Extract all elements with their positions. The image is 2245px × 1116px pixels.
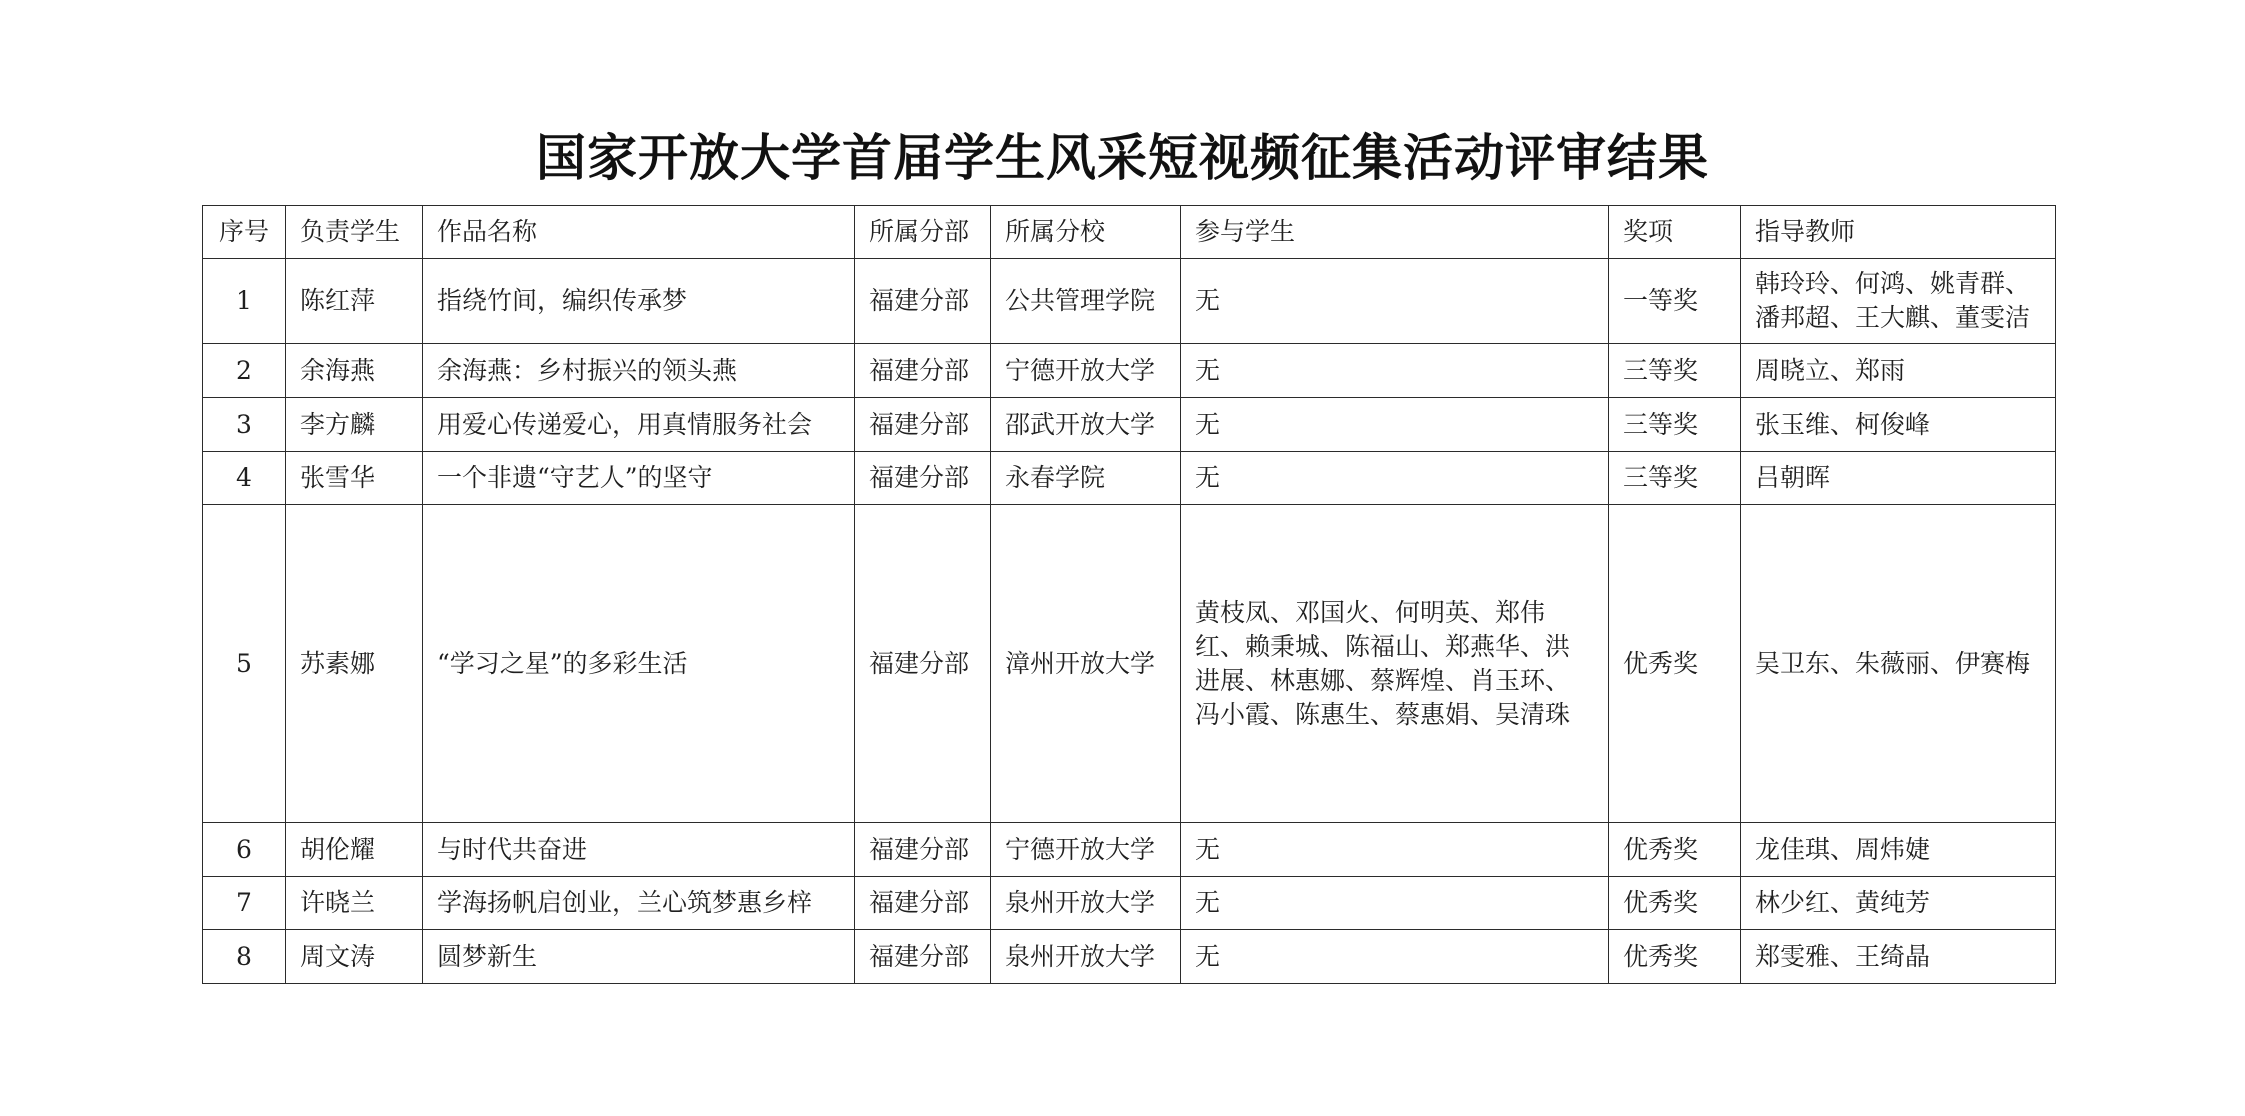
cell-participants: 无 xyxy=(1181,823,1609,877)
table-row xyxy=(203,823,2056,877)
cell-work: 一个非遗“守艺人”的坚守 xyxy=(423,452,855,505)
cell-teachers: 张玉维、柯俊峰 xyxy=(1741,398,2056,452)
cell-work: 与时代共奋进 xyxy=(423,823,855,877)
cell-school: 泉州开放大学 xyxy=(991,877,1181,930)
cell-index: 3 xyxy=(203,398,286,452)
cell-work: 余海燕：乡村振兴的领头燕 xyxy=(423,344,855,398)
cell-branch: 福建分部 xyxy=(855,877,991,930)
cell-participants: 无 xyxy=(1181,877,1609,930)
header-school: 所属分校 xyxy=(991,206,1181,259)
cell-award: 优秀奖 xyxy=(1609,823,1741,877)
cell-participants: 无 xyxy=(1181,930,1609,984)
cell-award: 三等奖 xyxy=(1609,452,1741,505)
cell-student: 胡伦耀 xyxy=(286,823,423,877)
cell-participants: 无 xyxy=(1181,259,1609,344)
cell-participants: 无 xyxy=(1181,344,1609,398)
cell-school: 漳州开放大学 xyxy=(991,505,1181,823)
header-work: 作品名称 xyxy=(423,206,855,259)
cell-branch: 福建分部 xyxy=(855,505,991,823)
cell-school: 宁德开放大学 xyxy=(991,344,1181,398)
table-row xyxy=(203,344,2056,398)
cell-student: 陈红萍 xyxy=(286,259,423,344)
cell-teachers: 吕朝晖 xyxy=(1741,452,2056,505)
cell-work: 学海扬帆启创业，兰心筑梦惠乡梓 xyxy=(423,877,855,930)
cell-teachers: 周晓立、郑雨 xyxy=(1741,344,2056,398)
cell-teachers: 郑雯雅、王绮晶 xyxy=(1741,930,2056,984)
cell-work: 指绕竹间，编织传承梦 xyxy=(423,259,855,344)
cell-index: 4 xyxy=(203,452,286,505)
results-table xyxy=(202,205,2056,984)
cell-index: 1 xyxy=(203,259,286,344)
cell-student: 许晓兰 xyxy=(286,877,423,930)
cell-branch: 福建分部 xyxy=(855,344,991,398)
cell-index: 7 xyxy=(203,877,286,930)
table-row xyxy=(203,877,2056,930)
cell-participants: 无 xyxy=(1181,398,1609,452)
cell-school: 邵武开放大学 xyxy=(991,398,1181,452)
cell-work: “学习之星”的多彩生活 xyxy=(423,505,855,823)
header-index: 序号 xyxy=(203,206,286,259)
cell-award: 三等奖 xyxy=(1609,344,1741,398)
cell-award: 三等奖 xyxy=(1609,398,1741,452)
cell-teachers: 龙佳琪、周炜婕 xyxy=(1741,823,2056,877)
header-award: 奖项 xyxy=(1609,206,1741,259)
cell-work: 圆梦新生 xyxy=(423,930,855,984)
header-row xyxy=(203,206,2056,259)
header-participants: 参与学生 xyxy=(1181,206,1609,259)
cell-branch: 福建分部 xyxy=(855,259,991,344)
cell-index: 6 xyxy=(203,823,286,877)
table-row xyxy=(203,259,2056,344)
cell-school: 宁德开放大学 xyxy=(991,823,1181,877)
cell-branch: 福建分部 xyxy=(855,930,991,984)
cell-teachers: 韩玲玲、何鸿、姚青群、潘邦超、王大麒、董雯洁 xyxy=(1741,259,2056,344)
cell-teachers: 林少红、黄纯芳 xyxy=(1741,877,2056,930)
cell-branch: 福建分部 xyxy=(855,452,991,505)
table-row xyxy=(203,398,2056,452)
cell-student: 余海燕 xyxy=(286,344,423,398)
table-row xyxy=(203,930,2056,984)
cell-work: 用爱心传递爱心，用真情服务社会 xyxy=(423,398,855,452)
cell-school: 泉州开放大学 xyxy=(991,930,1181,984)
cell-school: 公共管理学院 xyxy=(991,259,1181,344)
cell-student: 张雪华 xyxy=(286,452,423,505)
header-branch: 所属分部 xyxy=(855,206,991,259)
cell-student: 苏素娜 xyxy=(286,505,423,823)
cell-index: 2 xyxy=(203,344,286,398)
cell-index: 5 xyxy=(203,505,286,823)
page-title: 国家开放大学首届学生风采短视频征集活动评审结果 xyxy=(536,128,1709,187)
cell-award: 一等奖 xyxy=(1609,259,1741,344)
cell-teachers: 吴卫东、朱薇丽、伊赛梅 xyxy=(1741,505,2056,823)
cell-participants: 黄枝凤、邓国火、何明英、郑伟红、赖秉城、陈福山、郑燕华、洪进展、林惠娜、蔡辉煌、肖玉环、冯小霞、陈惠生、蔡惠娟、吴清珠 xyxy=(1181,505,1609,823)
cell-participants: 无 xyxy=(1181,452,1609,505)
table-row xyxy=(203,505,2056,823)
cell-school: 永春学院 xyxy=(991,452,1181,505)
table-row xyxy=(203,452,2056,505)
header-student: 负责学生 xyxy=(286,206,423,259)
cell-branch: 福建分部 xyxy=(855,398,991,452)
header-teachers: 指导教师 xyxy=(1741,206,2056,259)
cell-award: 优秀奖 xyxy=(1609,877,1741,930)
cell-student: 李方麟 xyxy=(286,398,423,452)
cell-award: 优秀奖 xyxy=(1609,505,1741,823)
cell-branch: 福建分部 xyxy=(855,823,991,877)
cell-student: 周文涛 xyxy=(286,930,423,984)
cell-award: 优秀奖 xyxy=(1609,930,1741,984)
cell-index: 8 xyxy=(203,930,286,984)
